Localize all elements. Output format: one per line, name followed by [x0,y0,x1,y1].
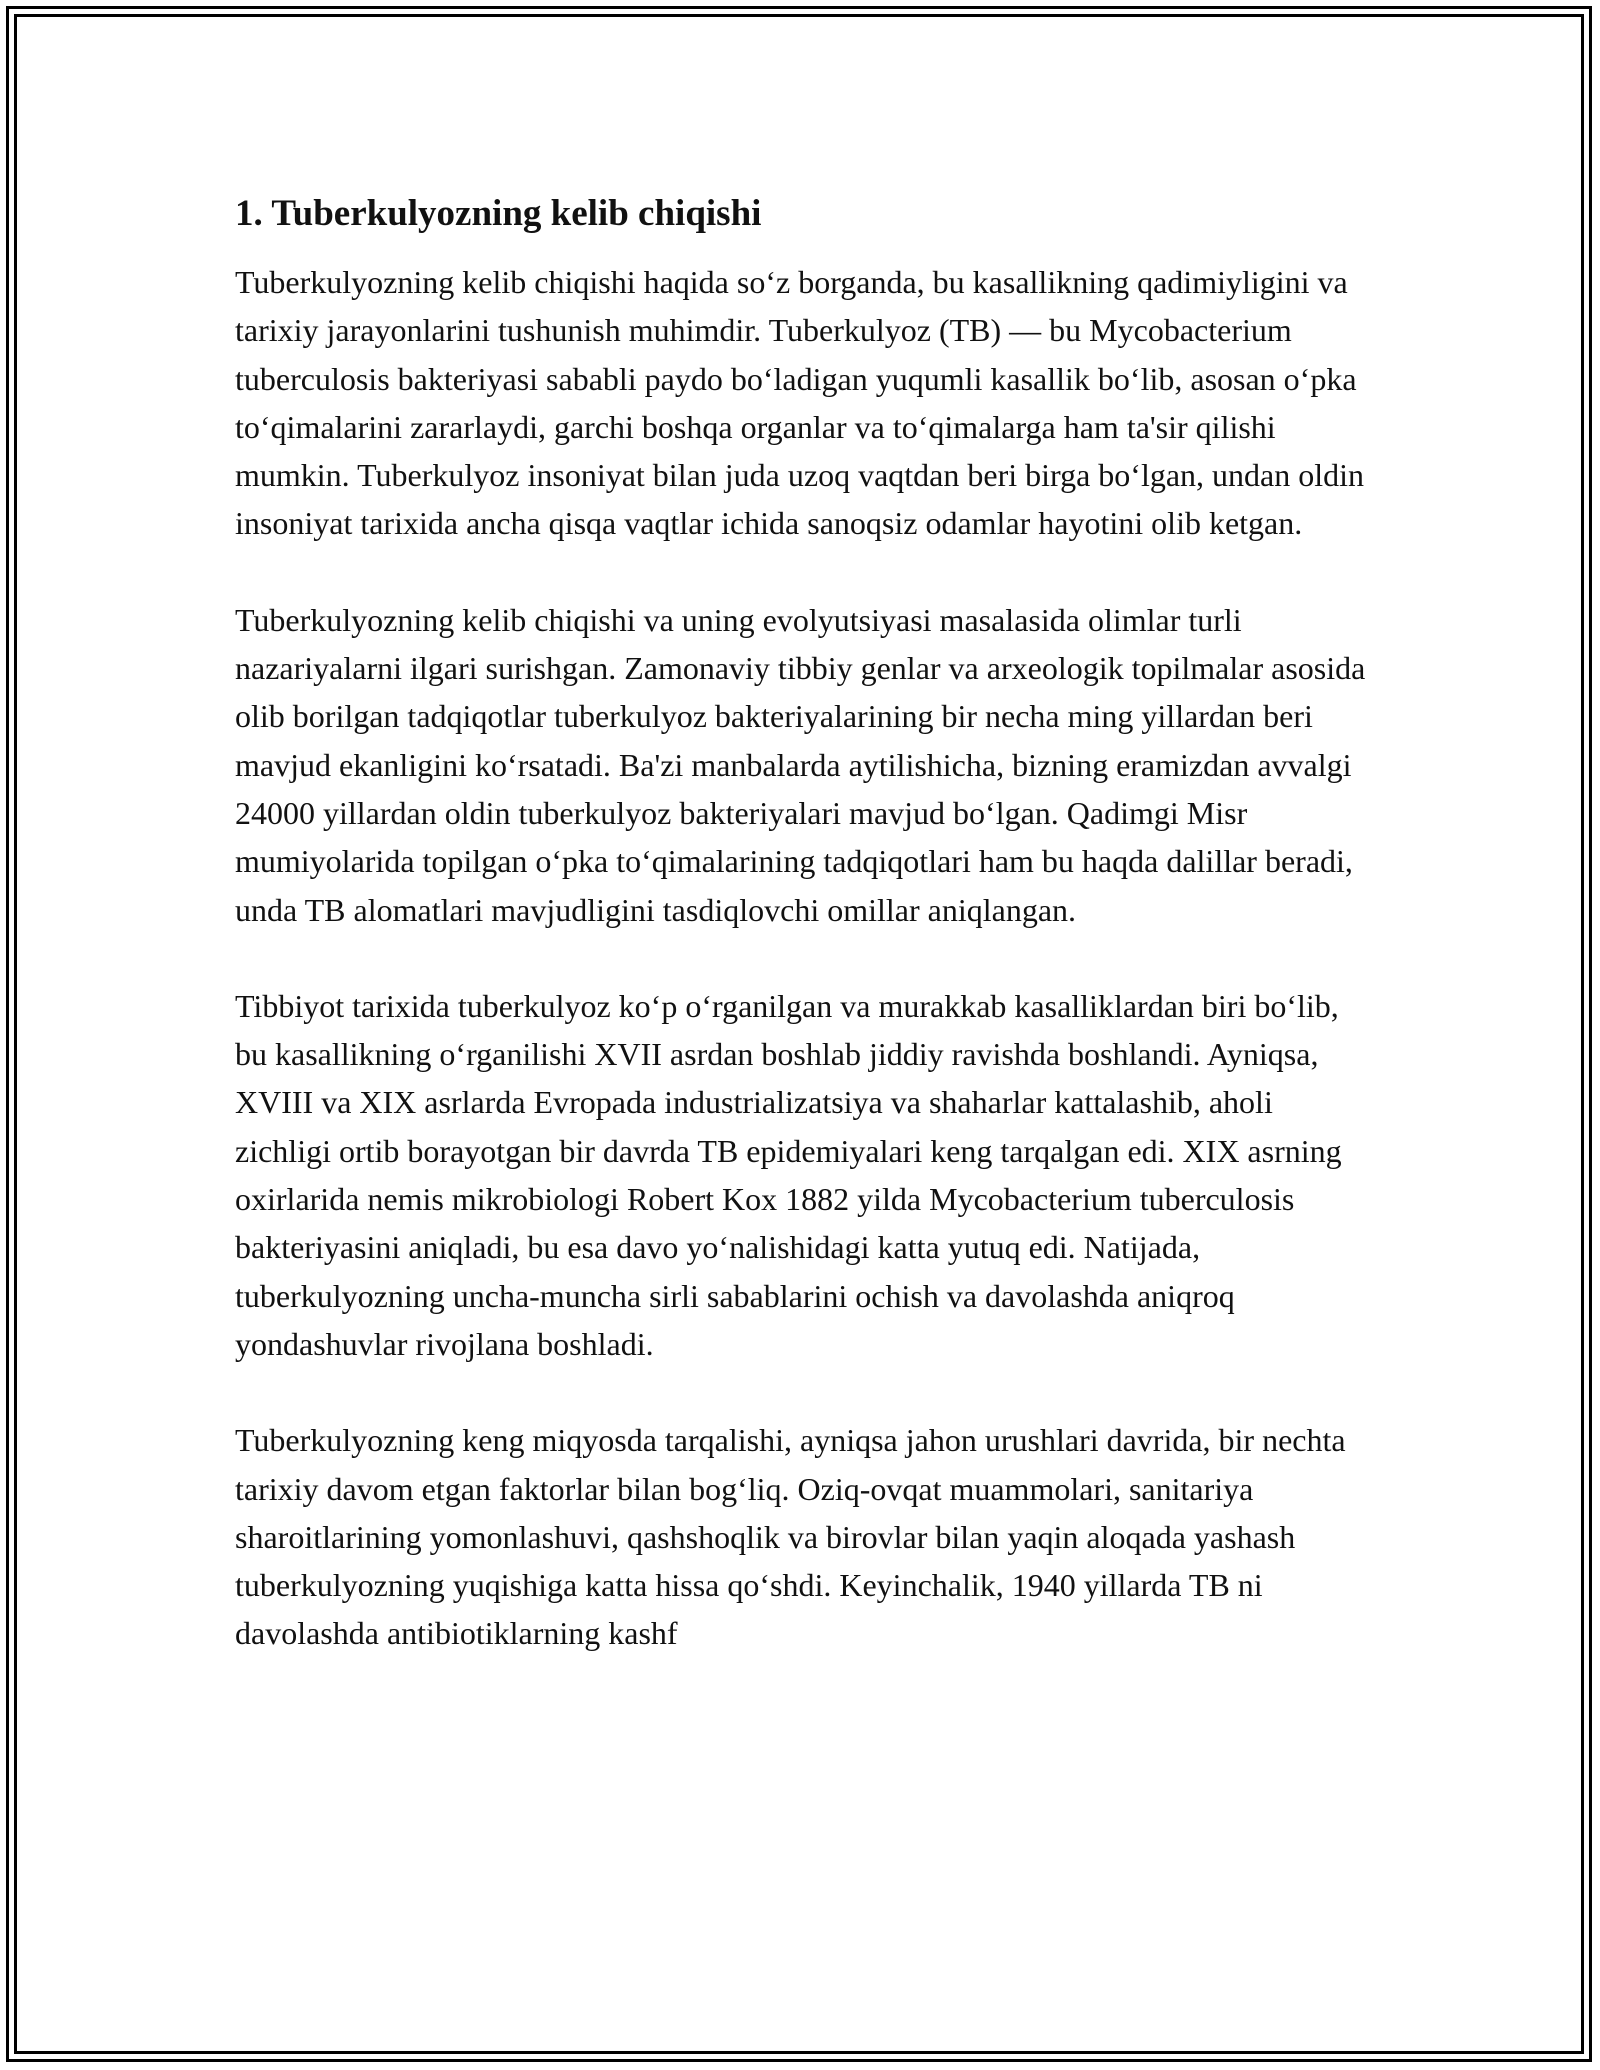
section-heading: 1. Tuberkulyozning kelib chiqishi [235,193,762,234]
paragraph-1: Tuberkulyozning kelib chiqishi haqida so‘z borganda, bu kasallikning qadimiyligini va tarixiy jarayonlarini tushunish muhimdir. Tuberkulyoz (TB) — bu Mycobacterium tuberculosis bakteriyasi sababli paydo bo‘ladigan yuqumli kasallik bo‘lib, asosan o‘pka to‘qimalarini zararlaydi, garchi boshqa organlar va to‘qimalarga ham ta'sir qilishi mumkin. Tuberkulyoz insoniyat bilan juda uzoq vaqtdan beri birga bo‘lgan, undan oldin insoniyat tarixida ancha qisqa vaqtlar ichida sanoqsiz odamlar hayotini olib ketgan. [235,264,1365,542]
document-body [235,186,1370,1706]
paragraph-2: Tuberkulyozning kelib chiqishi va uning evolyutsiyasi masalasida olimlar turli nazariyalarni ilgari surishgan. Zamonaviy tibbiy genlar va arxeologik topilmalar asosida olib borilgan tadqiqotlar tuberkulyoz bakteriyalarining bir necha ming yillardan beri mavjud ekanligini ko‘rsatadi. Ba'zi manbalarda aytilishicha, bizning eramizdan avvalgi 24000 yillardan oldin tuberkulyoz bakteriyalari mavjud bo‘lgan. Qadimgi Misr mumiyolarida topilgan o‘pka to‘qimalarining tadqiqotlari ham bu haqda dalillar beradi, unda TB alomatlari mavjudligini tasdiqlovchi omillar aniqlangan. [235,601,1366,928]
paragraph-4: Tuberkulyozning keng miqyosda tarqalishi, ayniqsa jahon urushlari davrida, bir nechta tarixiy davom etgan faktorlar bilan bog‘liq. Oziq-ovqat muammolari, sanitariya sharoitlarining yomonlashuvi, qashshoqlik va birovlar bilan yaqin aloqada yashash tuberkulyozning yuqishiga katta hissa qo‘shdi. Keyinchalik, 1940 yillarda TB ni davolashda antibiotiklarning kashf [235,1422,1346,1652]
paragraph-3: Tibbiyot tarixida tuberkulyoz ko‘p o‘rganilgan va murakkab kasalliklardan biri bo‘lib, bu kasallikning o‘rganilishi XVII asrdan boshlab jiddiy ravishda boshlandi. Ayniqsa, XVIII va XIX asrlarda Evropada industrializatsiya va shaharlar kattalashib, aholi zichligi ortib borayotgan bir davrda TB epidemiyalari keng tarqalgan edi. XIX asrning oxirlarida nemis mikrobiologi Robert Kox 1882 yilda Mycobacterium tuberculosis bakteriyasini aniqladi, bu esa davo yo‘nalishidagi katta yutuq edi. Natijada, tuberkulyozning uncha-muncha sirli sabablarini ochish va davolashda aniqroq yondashuvlar rivojlana boshladi. [235,987,1342,1362]
